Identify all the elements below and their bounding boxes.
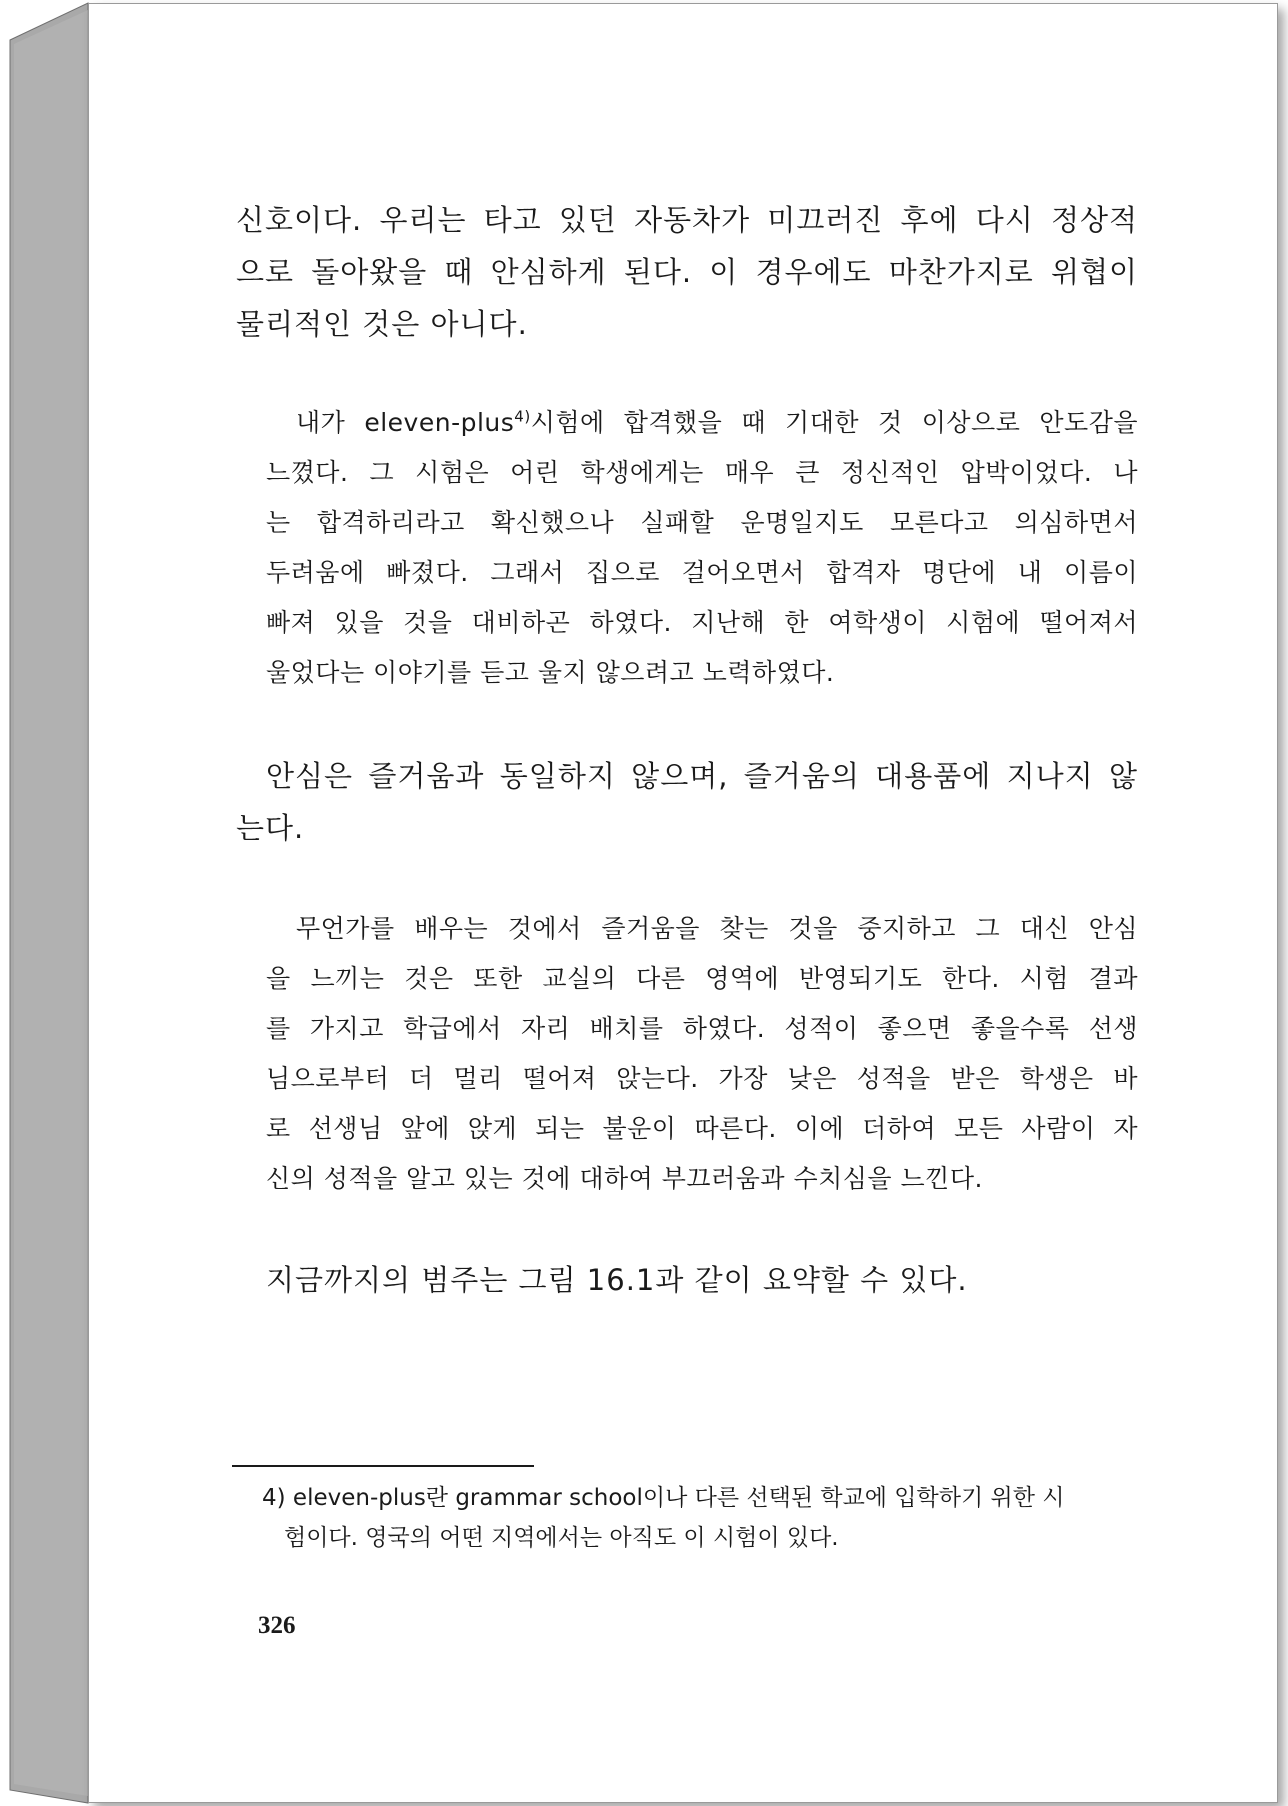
footnote <box>262 1478 1136 1558</box>
text-line: 울었다는 이야기를 듣고 울지 않으려고 노력하였다. <box>266 658 835 687</box>
page-number: 326 <box>258 1612 296 1639</box>
footnote-line: 4) eleven-plus란 grammar school이나 다른 선택된 학교에 입학하기 위한 시 <box>262 1485 1065 1511</box>
text-line: 안심은 즐거움과 동일하지 않으며, 즐거움의 대용품에 지나지 않 <box>266 759 1138 793</box>
paragraph-2 <box>236 750 1138 854</box>
text-line: 느꼈다. 그 시험은 어린 학생에게는 매우 큰 정신적인 압박이었다. 나 <box>266 458 1138 487</box>
text-line: 는 합격하리라고 확신했으나 실패할 운명일지도 모른다고 의심하면서 <box>266 508 1138 537</box>
text-line: 지금까지의 범주는 그림 16.1과 같이 요약할 수 있다. <box>266 1263 968 1297</box>
paragraph-1 <box>236 194 1138 350</box>
text-line: 무언가를 배우는 것에서 즐거움을 찾는 것을 중지하고 그 대신 안심 <box>296 914 1138 943</box>
text-line: 을 느끼는 것은 또한 교실의 다른 영역에 반영되기도 한다. 시험 결과 <box>266 964 1138 993</box>
text-line: 를 가지고 학급에서 자리 배치를 하였다. 성적이 좋으면 좋을수록 선생 <box>266 1014 1138 1043</box>
block-quote-1 <box>266 398 1138 698</box>
block-quote-2 <box>266 904 1138 1204</box>
footnote-reference: 4) <box>514 407 531 426</box>
footnote-divider <box>232 1465 534 1467</box>
footnote-line: 험이다. 영국의 어떤 지역에서는 아직도 이 시험이 있다. <box>284 1525 839 1551</box>
text-line: 두려움에 빠졌다. 그래서 집으로 걸어오면서 합격자 명단에 내 이름이 <box>266 558 1138 587</box>
text-line: 으로 돌아왔을 때 안심하게 된다. 이 경우에도 마찬가지로 위협이 <box>236 255 1138 289</box>
text-line: 물리적인 것은 아니다. <box>236 307 528 341</box>
text-line: 로 선생님 앞에 앉게 되는 불운이 따른다. 이에 더하여 모든 사람이 자 <box>266 1114 1138 1143</box>
text-line: 는다. <box>236 811 305 845</box>
quote-text-segment: 시험에 합격했을 때 기대한 것 이상으로 안도감을 <box>530 408 1139 437</box>
text-line: 신의 성적을 알고 있는 것에 대하여 부끄러움과 수치심을 느낀다. <box>266 1164 983 1193</box>
text-line <box>266 398 1138 448</box>
quote-text-segment: 내가 eleven-plus <box>296 408 515 437</box>
text-line: 님으로부터 더 멀리 떨어져 앉는다. 가장 낮은 성적을 받은 학생은 바 <box>266 1064 1138 1093</box>
paragraph-3 <box>236 1254 1138 1306</box>
text-line: 빠져 있을 것을 대비하곤 하였다. 지난해 한 여학생이 시험에 떨어져서 <box>266 608 1138 637</box>
text-line: 신호이다. 우리는 타고 있던 자동차가 미끄러진 후에 다시 정상적 <box>236 203 1138 237</box>
